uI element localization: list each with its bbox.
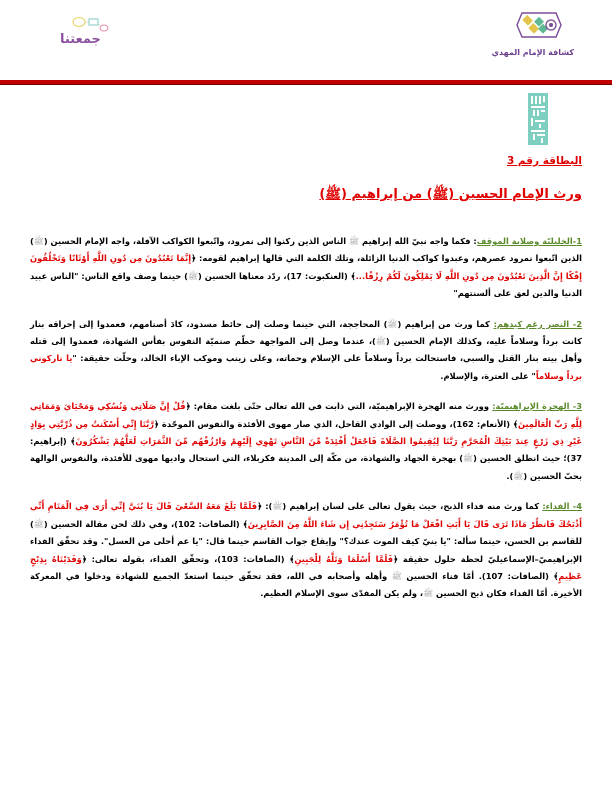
body-text: وورث منه الهجرة الإبراهيميّة، التي ذابت في الله تعالى حتّى بلغت مقام: ﴿	[185, 401, 493, 412]
section-3	[30, 398, 582, 485]
body-text: ﴾ (الأنعام: 162)، ووصلت إلى الوادي القاحل، الذي صار مهوى الأفئدة والنفوس الموحّدة ﴿	[154, 418, 518, 429]
body-text: ) المحاججة، التي حينما وصلت إلى حائط مسدود، كادَ أصنامهم، فعمدوا إلى إحراقه بنار كانت برداً وسلاماً عليه، وكذلك الإمام الحسين (	[30, 318, 582, 347]
imam-mahdi-scouts-logo	[491, 12, 574, 67]
body-text: ) حينما وصف واقع الناس: "الناس عبيد الدنيا والدين لعق على ألسنتهم"	[30, 270, 582, 299]
quran-verse: قُلْ إِنَّ صَلَاتِي وَنُسُكِي وَمَحْيَايَ وَمَمَاتِي لِلَّهِ رَبِّ الْعَالَمِينَ	[30, 401, 582, 429]
quran-verse: وَفَدَيْنَاهُ بِذِبْحٍ عَظِيمٍ	[30, 553, 582, 581]
salawat-glyph: ﷺ	[187, 270, 198, 281]
salawat-glyph: ﷺ	[33, 518, 44, 529]
section-1	[30, 233, 582, 303]
scouts-logo-caption: كشافة الإمام المهدي	[491, 48, 574, 57]
body-text: ، ولم يكن المفدّى سوى الإسلام العظيم.	[260, 588, 424, 599]
header-divider	[0, 80, 612, 85]
body-text: " على العترة، والإسلام.	[440, 370, 536, 381]
body-text: ﴾ (الصافات: 102)، وفي ذلك لحن مقالة الحسين (	[43, 518, 248, 529]
salawat-glyph: ﷺ	[391, 570, 402, 581]
quran-verse: فَلَمَّا بَلَغَ مَعَهُ السَّعْيَ قَالَ يَا بُنَيَّ إِنِّي أَرَى فِي الْمَنَامِ أَنِّي أَذْبَحُكَ فَانظُرْ مَاذَا تَرَى قَالَ يَا أَبَتِ افْعَلْ مَا تُؤْمَرُ سَتَجِدُنِي إِن شَاءَ اللَّهُ مِنَ الصَّابِرِينَ	[30, 501, 582, 529]
body-text: وأهله وأصحابه في الله، فقد تحقّق حينما استعدّ الجميع للشهادة ودخلوا في المعركة الأخيرة. أمّا الفداء فكان ذبح الحسين	[30, 570, 582, 599]
section-heading: 3- الهجرة الإبراهيميّة:	[492, 401, 582, 412]
body-text: كما ورث من إبراهيم (	[397, 318, 494, 329]
body-text: : فكما واجه نبيّ الله إبراهيم	[359, 236, 477, 246]
section-4	[30, 498, 582, 602]
quran-verse: فَلَمَّا أَسْلَمَا وَتَلَّهُ لِلْجَبِينِ	[294, 553, 394, 564]
salawat-glyph: ﷺ	[349, 236, 360, 246]
salawat-glyph: ﷺ	[33, 236, 44, 246]
section-heading: 1-الخليليّة وصلابة الموقف	[476, 236, 582, 246]
body-text: ) الذين اتّبعوا نمرود عصرهم، وعبدوا كواكب الدنيا الزائلة، وتلك الكلمة التي قالها إبراهيم لقومه: ﴿	[30, 236, 582, 264]
document-body	[30, 155, 582, 616]
body-text: كما ورث منه فداء الذبح، حيث يقول تعالى على لسان إبراهيم (	[282, 501, 543, 512]
salawat-glyph: ﷺ	[513, 470, 524, 481]
section-heading: 2- النصر رغم كيدهم:	[493, 318, 582, 329]
body-text: ): ﴿	[257, 501, 273, 512]
salawat-glyph: ﷺ	[463, 453, 474, 464]
body-text: ).	[506, 470, 514, 481]
scouts-emblem-icon	[516, 12, 562, 38]
body-text: ) بهجرة الجهاد والشهادة، من مكّة إلى المدينة فكربلاء، التي استحال واديها مهوى للأفئدة، والنفوس الوالهة بحبّ الحسين (	[30, 453, 582, 481]
jamaatna-logo	[58, 15, 114, 57]
salawat-glyph: ﷺ	[423, 588, 434, 599]
basmala-kufic-icon	[528, 93, 548, 145]
quran-verse: يا ناركوني برداً وسلاماً	[30, 353, 582, 381]
body-text: ﴾ (العنكبوت: 17)، ردّد معناها الحسين (	[198, 270, 356, 281]
salawat-glyph: ﷺ	[375, 336, 386, 347]
section-heading: 4- الفداء:	[542, 501, 582, 512]
card-number: البطاقة رقم 3	[506, 155, 582, 167]
body-text: )، عندما وصل إلى المواجهة حطّم صنميّة النفوس بفأس الشهادة، فعمدوا إلى قتله وأهل بيته بنار القتل والسبي، فاستحالت برداً وسلاماً على الإسلام وحماته، وعلى زينب وموكب الإباء الخالد، وحلّت حقيقة: "	[30, 336, 582, 364]
body-text: ﴾ (إبراهيم: 37)؛ حيث انطلق الحسين (	[30, 436, 583, 464]
section-2	[30, 316, 582, 386]
jamaatna-logo-word: جمعتنا	[60, 32, 101, 47]
salawat-glyph: ﷺ	[387, 318, 398, 329]
quran-verse: إِنَّمَا تَعْبُدُونَ مِن دُونِ اللَّهِ أَوْثَانًا وَتَخْلُقُونَ إِفْكًا إِنَّ الَّذِينَ تَعْبُدُونَ مِن دُونِ اللَّهِ لَا يَمْلِكُونَ لَكُمْ رِزْقًا...	[30, 253, 582, 281]
body-text: ﴾ (الصافات: 107). أمّا فناء الحسين	[401, 570, 559, 581]
body-text: الناس الذين ركنوا إلى نمرود، واتّبعوا الكواكب الآفلة، واجه الإمام الحسين (	[43, 236, 350, 246]
salawat-glyph: ﷺ	[272, 501, 283, 512]
page-title: ورث الإمام الحسين (ﷺ) من إبراهيم (ﷺ)	[319, 187, 582, 202]
body-text: ﴾ (الصافات: 103)، وتحقّق الفداء، بقوله تعالى: ﴿	[81, 553, 295, 564]
section-body	[30, 401, 582, 481]
quran-verse: رَّبَّنَا إِنِّي أَسْكَنتُ مِن ذُرِّيَّتِي بِوَادٍ غَيْرِ ذِي زَرْعٍ عِندَ بَيْتِكَ الْمُحَرَّمِ رَبَّنَا لِيُقِيمُوا الصَّلَاةَ فَاجْعَلْ أَفْئِدَةً مِّنَ النَّاسِ تَهْوِي إِلَيْهِمْ وَارْزُقْهُم مِّنَ الثَّمَرَاتِ لَعَلَّهُمْ يَشْكُرُونَ	[30, 418, 582, 447]
body-text: ) للقاسم بن الحسن، حينما سأله: "يا بنيّ كيف الموت عندك؟" وإيقاع جواب القاسم حينما قال: "يا عم أحلى من العسل". وقد تحقّق الفداء الإبراهيميّ–الإسماعيليّ لحظة حلول حقيقة ﴿	[30, 518, 583, 564]
page-header	[0, 0, 612, 85]
section-body	[30, 501, 582, 598]
